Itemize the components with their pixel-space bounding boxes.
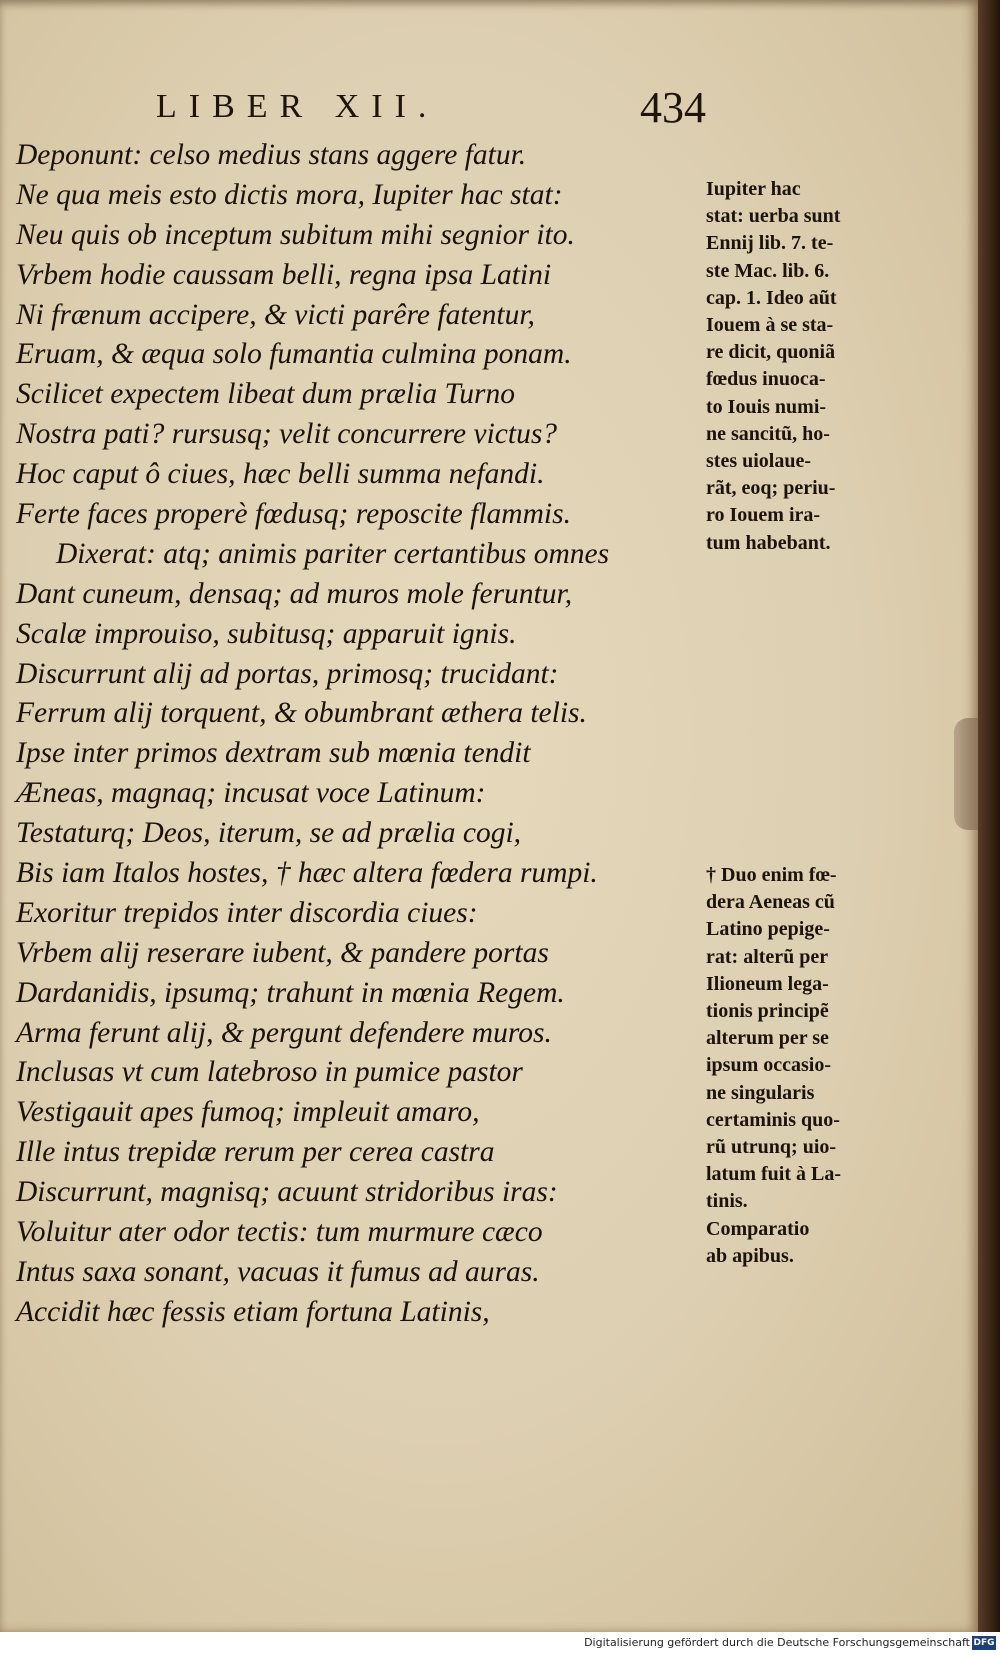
dfg-logo: DFG: [973, 1638, 995, 1648]
note-line: ipsum occasio-: [706, 1054, 831, 1077]
note-line: ne sancitũ, ho-: [706, 422, 830, 445]
note-line: Ilioneum lega-: [706, 972, 829, 995]
page-header: [0, 83, 978, 132]
note-line: rãt, eoq; periu-: [706, 477, 836, 500]
verse-line: Inclusas vt cum latebroso in pumice pastor: [16, 1056, 523, 1089]
note-line: tionis principẽ: [706, 1000, 829, 1023]
book-spine: [978, 0, 1000, 1632]
note-line: dera Aeneas cũ: [706, 891, 835, 914]
note-line: tinis.: [706, 1190, 748, 1213]
note-line: stat: uerba sunt: [706, 205, 841, 228]
verse-line: Deponunt: celso medius stans aggere fatur.: [16, 139, 527, 171]
verse-line: Scilicet expectem libeat dum prælia Turno: [16, 378, 515, 411]
running-title: LIBER XII.: [156, 88, 439, 125]
verse-line: Vrbem alij reserare iubent, & pandere portas: [16, 936, 549, 969]
verse-line: Accidit hæc fessis etiam fortuna Latinis,: [16, 1295, 490, 1328]
verse-line: Vrbem hodie caussam belli, regna ipsa Latini: [16, 258, 552, 291]
verse-line: Testaturq; Deos, iterum, se ad prælia cogi,: [16, 817, 522, 850]
page-number: 434: [640, 83, 706, 132]
verse-line: Voluitur ater odor tectis: tum murmure cæco: [16, 1216, 543, 1249]
note-line: ste Mac. lib. 6.: [706, 259, 830, 282]
note-line: † Duo enim fœ-: [706, 864, 837, 886]
verse-line: Dardanidis, ipsumq; trahunt in mœnia Regem.: [16, 976, 565, 1009]
verse-line: Ne qua meis esto dictis mora, Iupiter hac stat:: [16, 178, 563, 211]
page-clip: [954, 718, 978, 830]
note-line: ab apibus.: [706, 1244, 794, 1267]
note-line: cap. 1. Ideo aũt: [706, 286, 837, 309]
verse-line: Arma ferunt alij, & pergunt defendere muros.: [16, 1016, 552, 1049]
note-line: Iouem à se sta-: [706, 314, 834, 337]
note-line: alterum per se: [706, 1027, 829, 1050]
verse-block: [16, 136, 706, 1333]
verse-line: Exoritur trepidos inter discordia ciues:: [16, 896, 478, 929]
note-line: ne singularis: [706, 1081, 815, 1104]
verse-line: Ferte faces properè fœdusq; reposcite flammis.: [16, 498, 571, 531]
marginal-note-jupiter: [706, 176, 888, 557]
funding-credit: Digitalisierung gefördert durch die Deutsche Forschungsgemeinschaft: [584, 1636, 970, 1649]
note-line: rat: alterũ per: [706, 945, 829, 968]
verse-line: Intus saxa sonant, vacuas it fumus ad auras.: [16, 1255, 540, 1288]
note-line: certaminis quo-: [706, 1108, 840, 1131]
note-line: latum fuit à La-: [706, 1163, 841, 1186]
verse-line: Ni frænum accipere, & victi parêre fatentur,: [16, 298, 535, 331]
verse-line: Neu quis ob inceptum subitum mihi segnior ito.: [16, 218, 575, 251]
note-line: rũ utrunq; uio-: [706, 1136, 837, 1159]
note-line: re dicit, quoniã: [706, 341, 836, 364]
note-line: tum habebant.: [706, 531, 831, 554]
marginal-note-foedera: [706, 862, 888, 1270]
verse-line: Ille intus trepidæ rerum per cerea castra: [16, 1136, 495, 1169]
verse-line: Æneas, magnaq; incusat voce Latinum:: [16, 777, 486, 810]
note-line: fœdus inuoca-: [706, 368, 826, 391]
verse-line: Dixerat: atq; animis pariter certantibus omnes: [56, 537, 610, 570]
verse-line: Scalæ improuiso, subitusq; apparuit ignis.: [16, 617, 517, 650]
verse-line: Ipse inter primos dextram sub mœnia tendit: [16, 737, 531, 770]
verse-line: Nostra pati? rursusq; velit concurrere victus?: [16, 418, 558, 451]
verse-line: Hoc caput ô ciues, hæc belli summa nefandi.: [16, 458, 545, 491]
note-line: ro Iouem ira-: [706, 504, 821, 527]
note-line: stes uiolaue-: [706, 450, 811, 473]
verse-line: Discurrunt alij ad portas, primosq; trucidant:: [16, 657, 559, 690]
note-line: Latino pepige-: [706, 918, 830, 941]
verse-line: Ferrum alij torquent, & obumbrant æthera telis.: [16, 697, 587, 730]
verse-line: Bis iam Italos hostes, † hæc altera fœdera rumpi.: [16, 857, 598, 890]
verse-line: Discurrunt, magnisq; acuunt stridoribus iras:: [16, 1176, 558, 1209]
note-line: Comparatio: [706, 1217, 810, 1240]
verse-line: Vestigauit apes fumoq; impleuit amaro,: [16, 1096, 480, 1129]
note-line: Ennij lib. 7. te-: [706, 232, 834, 255]
digitization-footer: [0, 1632, 1000, 1655]
note-line: Iupiter hac: [706, 178, 801, 200]
verse-line: Dant cuneum, densaq; ad muros mole feruntur,: [16, 577, 573, 610]
verse-line: Eruam, & æqua solo fumantia culmina ponam.: [16, 338, 572, 371]
note-line: to Iouis numi-: [706, 395, 827, 418]
